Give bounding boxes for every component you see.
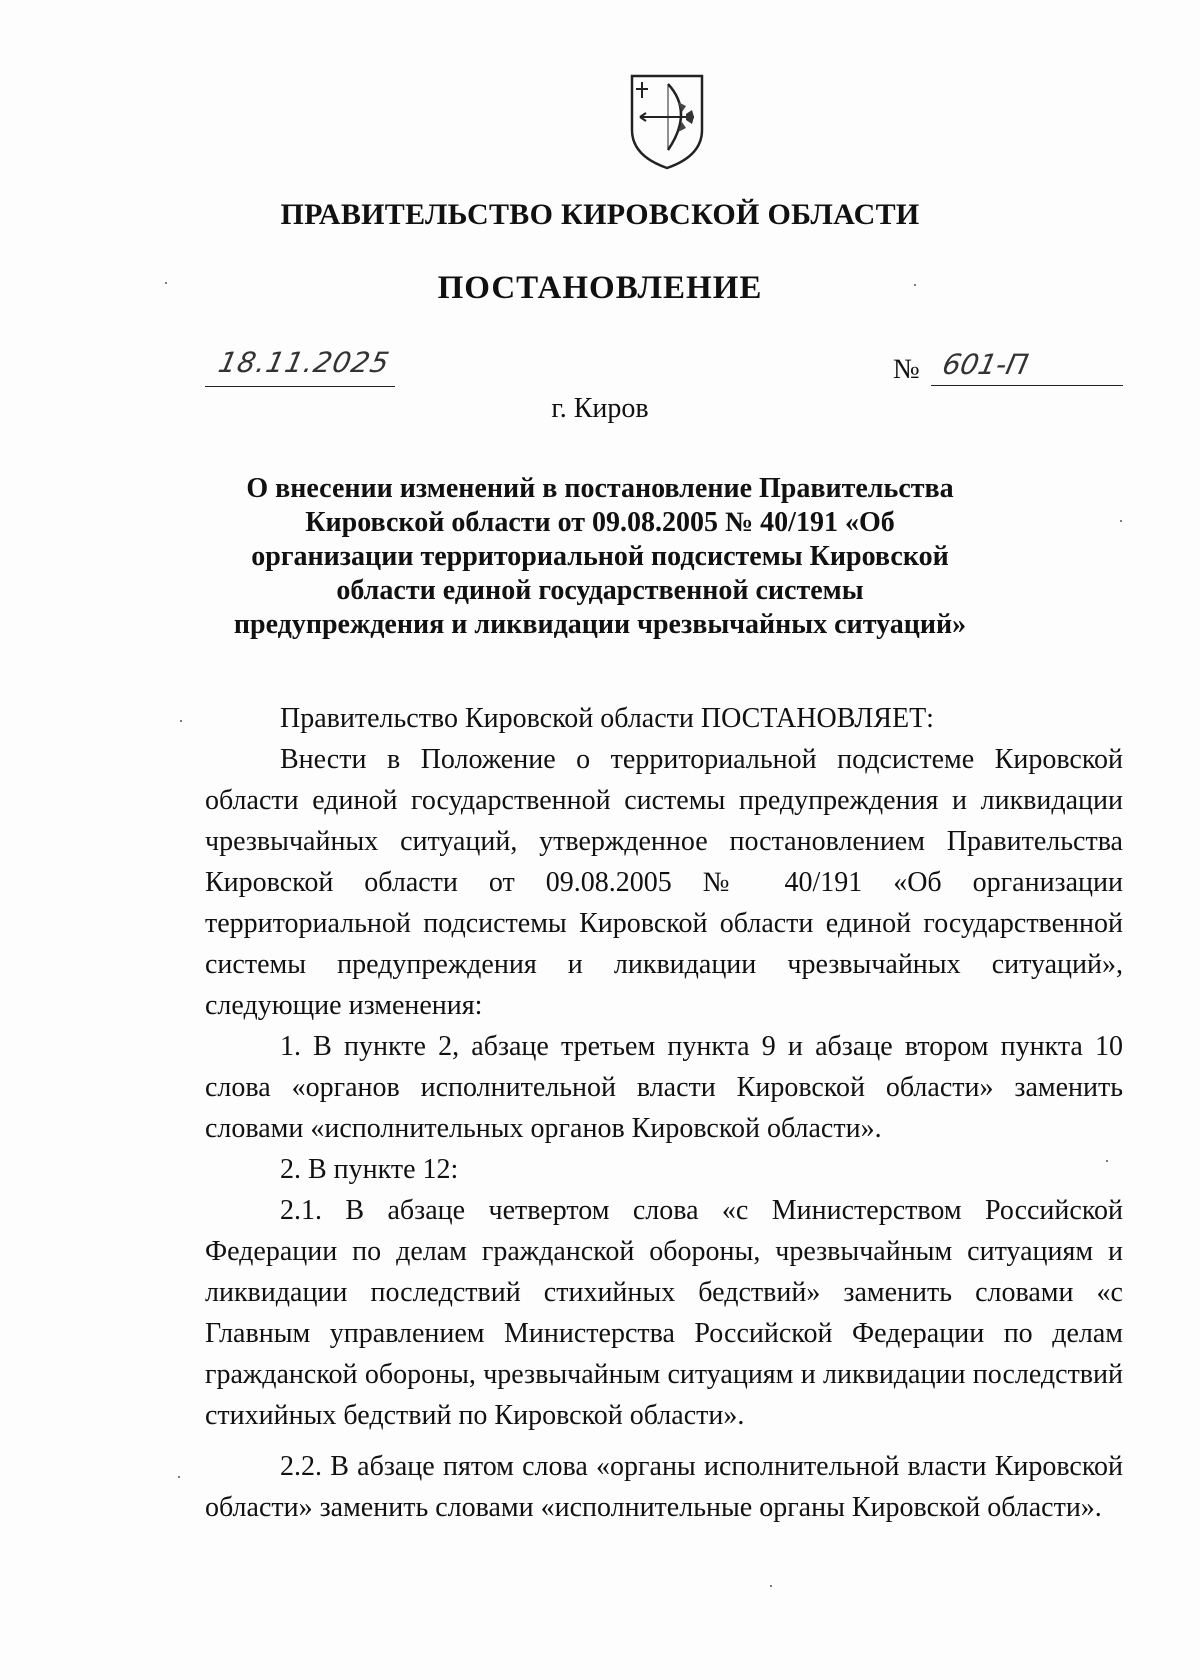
scan-speck: [165, 282, 167, 284]
scan-speck: [770, 1585, 772, 1587]
scan-speck: [180, 720, 182, 722]
number-underline: [931, 385, 1123, 386]
document-type-title: ПОСТАНОВЛЕНИЕ: [437, 270, 763, 306]
paragraph-item-2: 2. В пункте 12:: [280, 1154, 459, 1185]
scan-speck: [1106, 1160, 1108, 1162]
coat-of-arms-icon: [628, 72, 706, 172]
paragraph-item-2-1: 2.1. В абзаце четвертом слова «с Министерством Российской Федерации по делам гражданской обороны, чрезвычайным ситуациям и ликвидации последствий стихийных бедствий» заменить словами «с Главным управлением Министерства Российской Федерации по делам гражданской обороны, чрезвычайным ситуациям и ликвидации последствий стихийных бедствий по Кировской области».: [205, 1195, 1123, 1431]
paragraph-item-1: 1. В пункте 2, абзаце третьем пункта 9 и абзаце втором пункта 10 слова «органов исполнительной власти Кировской области» заменить словами «исполнительных органов Кировской области».: [205, 1031, 1123, 1144]
paragraph-resolves: Правительство Кировской области ПОСТАНОВЛЯЕТ:: [280, 703, 934, 734]
handwritten-number: 601-П: [939, 348, 1032, 381]
paragraph-item-2-2: 2.2. В абзаце пятом слова «органы исполнительной власти Кировской области» заменить словами «исполнительные органы Кировской области».: [205, 1451, 1123, 1523]
city-label: г. Киров: [551, 393, 649, 424]
scan-speck: [1120, 520, 1122, 522]
number-field: [893, 350, 1123, 386]
scan-speck: [178, 1476, 180, 1478]
date-field: [205, 346, 395, 387]
handwritten-date: 18.11.2025: [215, 346, 393, 379]
number-sign: №: [893, 354, 920, 385]
document-subject: О внесении изменений в постановление Правительства Кировской области от 09.08.2005 № 40/191 «Об организации территориальной подсистемы Кировской области единой государственной системы предупреждения и ликвидации чрезвычайных ситуаций»: [233, 473, 967, 640]
government-title: ПРАВИТЕЛЬСТВО КИРОВСКОЙ ОБЛАСТИ: [280, 198, 920, 231]
scan-speck: [914, 284, 916, 286]
paragraph-intro: Внести в Положение о территориальной подсистеме Кировской области единой государственной системы предупреждения и ликвидации чрезвычайных ситуаций, утвержденное постановлением Правительства Кировской области от 09.08.2005 № 40/191 «Об организации территориальной подсистемы Кировской области единой государственной системы предупреждения и ликвидации чрезвычайных ситуаций», следующие изменения:: [205, 744, 1123, 1021]
document-body: [205, 698, 1123, 1528]
